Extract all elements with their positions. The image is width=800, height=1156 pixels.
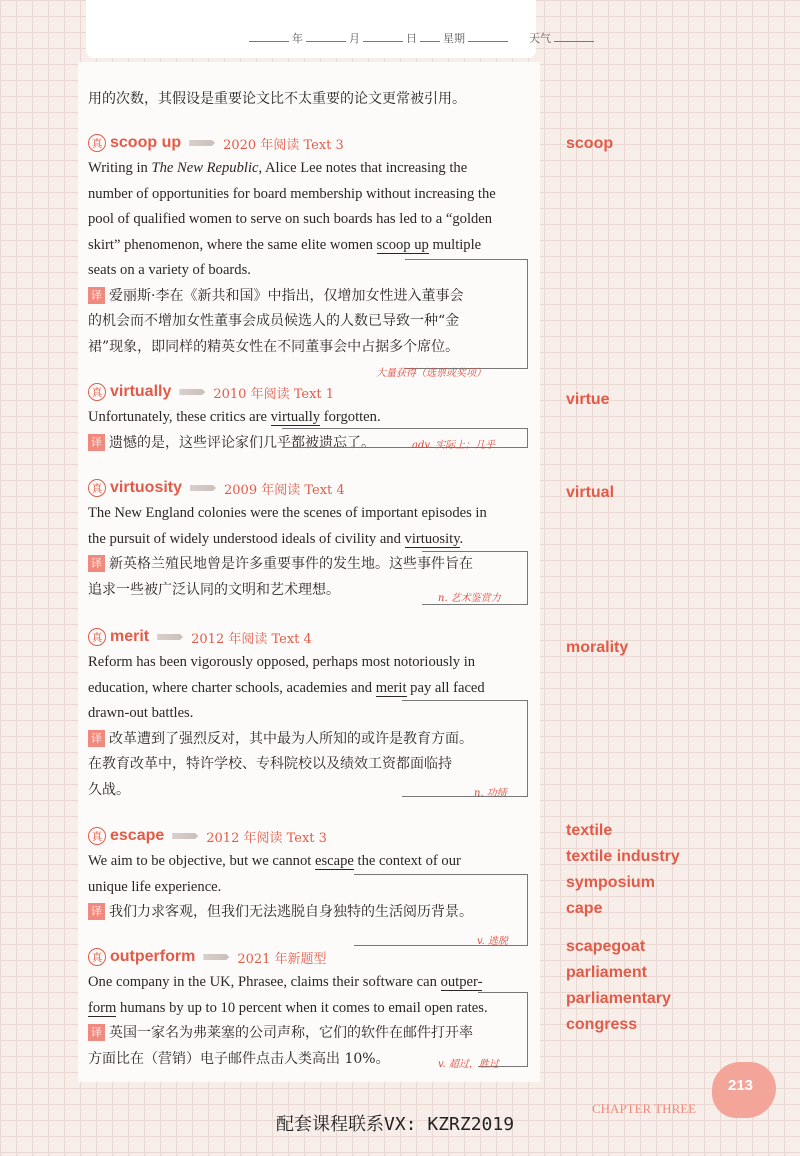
yi-badge-icon: 译 <box>88 1024 105 1041</box>
headword: outperform <box>110 948 196 965</box>
english-example <box>88 405 528 431</box>
entry-heading <box>88 824 528 848</box>
chinese-line: 译 遗憾的是，这些评论家们几乎都被遗忘了。 <box>88 431 528 457</box>
zhen-badge-icon: 真 <box>88 827 106 845</box>
sidebar-virtual <box>566 480 614 506</box>
entry-heading <box>88 625 528 649</box>
sidebar-scoop <box>566 131 613 157</box>
english-example <box>88 970 528 1021</box>
english-line: education, where charter schools, academies and merit pay all faced <box>88 679 485 696</box>
entry-heading <box>88 380 528 404</box>
arrow-icon <box>179 389 205 395</box>
chapter-label: CHAPTER THREE <box>592 1101 697 1116</box>
date-line <box>246 30 597 46</box>
sidebar-virtue <box>566 387 610 413</box>
weekday-label: 星期 <box>443 32 465 45</box>
english-line: Reform has been vigorously opposed, perhaps most notoriously in <box>88 654 476 670</box>
zhen-badge-icon: 真 <box>88 948 106 966</box>
yi-badge-icon: 译 <box>88 287 105 304</box>
entry-heading <box>88 945 528 969</box>
arrow-icon <box>157 634 183 640</box>
english-line: skirt” phenomenon, where the same elite women scoop up multiple <box>88 236 482 253</box>
zhen-badge-icon: 真 <box>88 134 106 152</box>
exam-source: 2010 年阅读 Text 1 <box>213 386 335 402</box>
chinese-line: 的机会而不增加女性董事会成员候选人的人数已导致一种“金 <box>88 313 460 329</box>
target-word: merit <box>375 679 407 696</box>
english-example <box>88 501 528 552</box>
sidebar-word: congress <box>566 1016 638 1033</box>
zhen-badge-icon: 真 <box>88 383 106 401</box>
target-word: scoop up <box>376 236 429 253</box>
english-line: number of opportunities for board membership without increasing the <box>88 185 496 202</box>
date-header <box>86 0 551 58</box>
english-line: We aim to be objective, but we cannot escape the context of our <box>88 853 461 869</box>
chinese-line: 在教育改革中，特许学校、专科院校以及绩效工资都面临持 <box>88 756 452 772</box>
arrow-icon <box>172 833 198 839</box>
yi-badge-icon: 译 <box>88 434 105 451</box>
target-word: escape <box>314 853 354 869</box>
headword: virtually <box>110 383 172 400</box>
english-line: seats on a variety of boards. <box>88 262 251 278</box>
page-number: 213 <box>728 1077 754 1094</box>
headword: scoop up <box>110 134 182 151</box>
exam-source: 2012 年阅读 Text 4 <box>191 631 312 647</box>
chinese-line: 译 爱丽斯·李在《新共和国》中指出，仅增加女性进入董事会 <box>88 284 528 310</box>
footer-contact: 配套课程联系VX: KZRZ2019 <box>276 1114 515 1135</box>
zhen-badge-icon: 真 <box>88 479 106 497</box>
weather-label: 天气 <box>529 32 551 45</box>
definition-gloss: n. 功绩 <box>474 788 507 799</box>
zhen-badge-icon: 真 <box>88 628 106 646</box>
chinese-line: 方面比在（营销）电子邮件点击人类高出 10%。 <box>88 1050 390 1067</box>
headword: virtuosity <box>110 479 183 496</box>
sidebar-escape-related <box>566 818 680 922</box>
english-line: Writing in The New Republic, Alice Lee notes that increasing the <box>88 160 468 176</box>
sidebar-word: textile industry <box>566 848 680 865</box>
english-line: Unfortunately, these critics are virtually forgotten. <box>88 409 381 425</box>
target-word: virtually <box>270 409 321 425</box>
target-word: form <box>88 999 117 1016</box>
chinese-line: 译 改革遭到了强烈反对，其中最为人所知的或许是教育方面。 <box>88 727 528 753</box>
sidebar-word: parliamentary <box>566 990 671 1007</box>
sidebar-word: morality <box>566 639 629 656</box>
month-label: 月 <box>349 32 360 45</box>
definition-gloss: adv. 实际上；几乎 <box>412 440 496 451</box>
english-line: the pursuit of widely understood ideals of civility and virtuosity. <box>88 530 464 547</box>
definition-gloss: 大量获得（选票或奖项） <box>376 368 486 379</box>
yi-badge-icon: 译 <box>88 730 105 747</box>
target-word: virtuosity <box>404 530 460 547</box>
sidebar-word: virtue <box>566 391 610 408</box>
definition-gloss: n. 艺术鉴赏力 <box>438 593 501 604</box>
exam-source: 2009 年阅读 Text 4 <box>224 482 345 498</box>
day-label: 日 <box>406 32 417 45</box>
annotation-bracket <box>405 259 528 369</box>
sidebar-word: virtual <box>566 484 615 501</box>
exam-source: 2012 年阅读 Text 3 <box>206 830 327 846</box>
english-line: pool of qualified women to serve on such boards has led to a “golden <box>88 211 493 227</box>
entry-outperform <box>88 945 528 1072</box>
arrow-icon <box>203 954 229 960</box>
english-line: One company in the UK, Phrasee, claims their software can outper- <box>88 974 483 990</box>
italic-title: The New Republic <box>151 160 259 176</box>
chinese-line: 久战。 <box>88 781 130 798</box>
english-line: unique life experience. <box>88 878 222 895</box>
chinese-line: 译 新英格兰殖民地曾是许多重要事件的发生地。这些事件旨在 <box>88 552 528 578</box>
entry-heading <box>88 476 528 500</box>
sidebar-word: scoop <box>566 135 614 152</box>
year-label: 年 <box>292 32 303 45</box>
sidebar-word: scapegoat <box>566 938 646 955</box>
sidebar-word: parliament <box>566 964 647 981</box>
exam-source: 2021 年新题型 <box>237 951 327 967</box>
english-line: form humans by up to 10 percent when it comes to email open rates. <box>88 999 488 1016</box>
yi-badge-icon: 译 <box>88 555 105 572</box>
definition-gloss: v. 超过，胜过 <box>438 1059 499 1070</box>
entry-heading <box>88 131 528 155</box>
intro-text: 用的次数，其假设是重要论文比不太重要的论文更常被引用。 <box>88 91 466 107</box>
english-line: drawn-out battles. <box>88 705 194 721</box>
sidebar-morality <box>566 635 628 661</box>
chinese-line: 追求一些被广泛认同的文明和艺术理想。 <box>88 581 340 598</box>
yi-badge-icon: 译 <box>88 903 105 920</box>
sidebar-word: symposium <box>566 874 655 891</box>
exam-source: 2020 年阅读 Text 3 <box>223 137 344 153</box>
chinese-line: 裙”现象，即同样的精英女性在不同董事会中占据多个席位。 <box>88 338 460 355</box>
sidebar-word: cape <box>566 900 603 917</box>
sidebar-word: textile <box>566 822 613 839</box>
chinese-line: 译 英国一家名为弗莱塞的公司声称，它们的软件在邮件打开率 <box>88 1021 528 1047</box>
headword: escape <box>110 827 165 844</box>
headword: merit <box>110 628 150 645</box>
chinese-line: 译 我们力求客观，但我们无法逃脱自身独特的生活阅历背景。 <box>88 900 528 926</box>
annotation-bracket <box>402 700 528 797</box>
target-word: outper- <box>440 974 483 990</box>
arrow-icon <box>190 485 216 491</box>
english-line: The New England colonies were the scenes of important episodes in <box>88 505 487 521</box>
sidebar-outperform-related <box>566 934 671 1038</box>
arrow-icon <box>189 140 215 146</box>
definition-gloss: v. 逃脱 <box>477 936 508 947</box>
